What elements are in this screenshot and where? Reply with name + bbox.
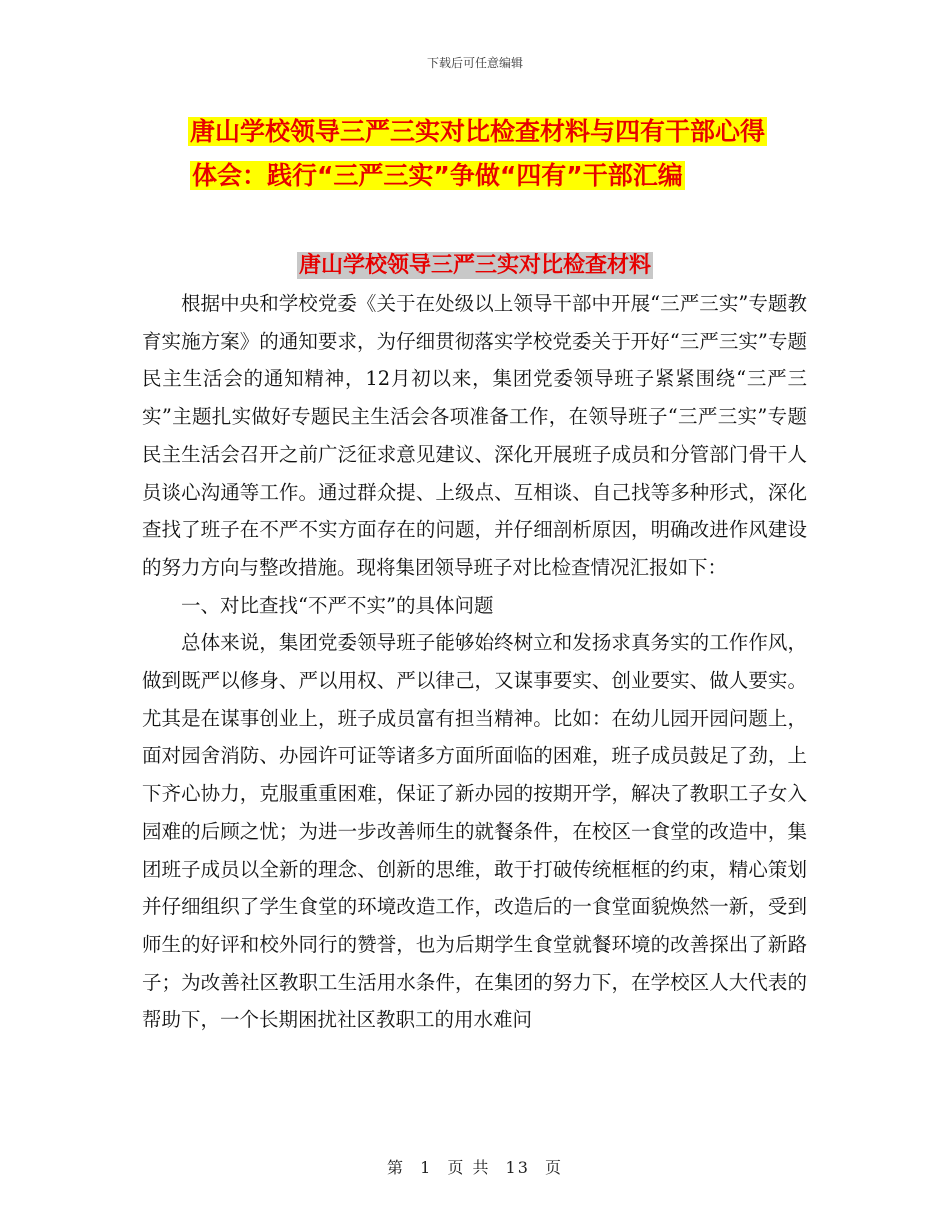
document-title-line2 — [190, 154, 828, 198]
paragraph-heading-1: 一、对比查找“不严不实”的具体问题 — [181, 593, 494, 617]
paragraph-intro: 根据中央和学校党委《关于在处级以上领导干部中开展“三严三实”专题教育实施方案》的通知要求，为仔细贯彻落实学校党委关于开好“三严三实”专题民主生活会的通知精神，12月初以来，集团党委领导班子紧紧围绕“三严三实”主题扎实做好专题民主生活会各项准备工作，在领导班子“三严三实”专题民主生活会召开之前广泛征求意见建议、深化开展班子成员和分管部门骨干人员谈心沟通等工作。通过群众提、上级点、互相谈、自己找等多种形式，深化查找了班子在不严不实方面存在的问题，并仔细剖析原因，明确改进作风建设的努力方向与整改措施。现将集团领导班子对比检查情况汇报如下： — [142, 292, 807, 579]
title-line2-text: 体会：践行“三严三实”争做“四有”干部汇编 — [192, 161, 683, 190]
footer-prefix: 第 — [386, 1158, 405, 1177]
footer-middle: 页 共 — [447, 1158, 491, 1177]
footer-page-number: 1 — [420, 1158, 433, 1177]
paragraph-summary: 总体来说，集团党委领导班子能够始终树立和发扬求真务实的工作作风，做到既严以修身、严以用权、严以律己，又谋事要实、创业要实、做人要实。尤其是在谋事创业上，班子成员富有担当精神。比如：在幼儿园开园问题上，面对园舍消防、办园许可证等诸多方面所面临的困难，班子成员鼓足了劲，上下齐心协力，克服重重困难，保证了新办园的按期开学，解决了教职工子女入园难的后顾之忧；为进一步改善师生的就餐条件，在校区一食堂的改造中，集团班子成员以全新的理念、创新的思维，敢于打破传统框框的约束，精心策划并仔细组织了学生食堂的环境改造工作，改造后的一食堂面貌焕然一新，受到师生的好评和校外同行的赞誉，也为后期学生食堂就餐环境的改善探出了新路子；为改善社区教职工生活用水条件，在集团的努力下，在学校区人大代表的帮助下，一个长期困扰社区教职工的用水难问 — [142, 631, 807, 1032]
document-title-line1 — [188, 110, 828, 154]
page-header-note: 下载后可任意编辑 — [426, 56, 523, 70]
section-title-text: 唐山学校领导三严三实对比检查材料 — [298, 253, 651, 278]
footer-suffix: 页 — [545, 1158, 564, 1177]
title-line1-text: 唐山学校领导三严三实对比检查材料与四有干部心得 — [190, 117, 766, 146]
footer-total-pages: 13 — [505, 1158, 530, 1177]
section-title — [0, 248, 950, 279]
body-text — [142, 285, 807, 1039]
document-title — [188, 110, 828, 198]
page-footer — [0, 1155, 950, 1178]
